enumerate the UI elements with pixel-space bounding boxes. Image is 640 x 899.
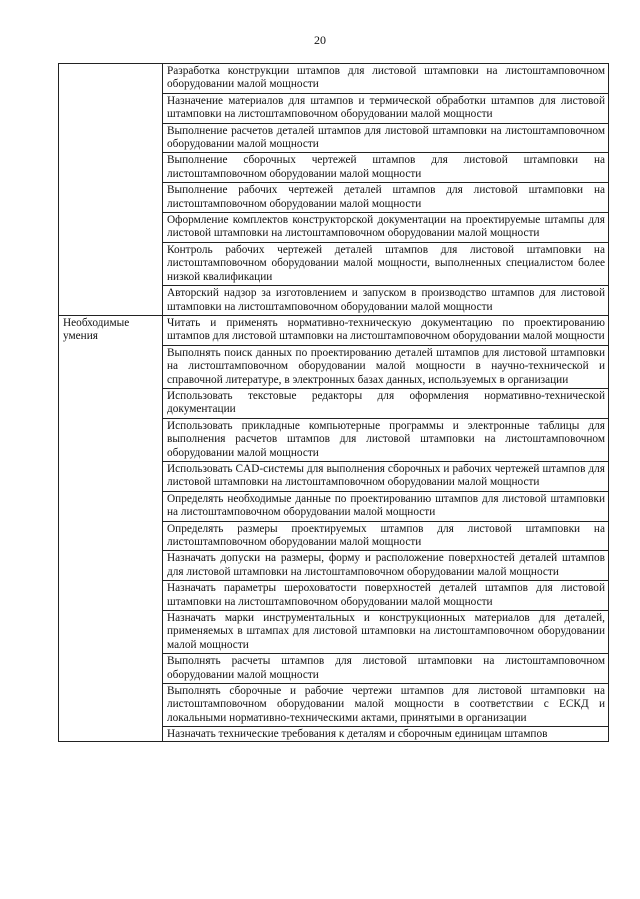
- table-cell: Использовать прикладные компьютерные программы и электронные таблицы для выполнения расчетов штампов для листовой штамповки на листоштамповочном оборудовании малой мощности: [163, 418, 609, 461]
- table-cell: Разработка конструкции штампов для листовой штамповки на листоштамповочном оборудовании малой мощности: [163, 64, 609, 94]
- table-row: [59, 315, 609, 345]
- table-cell: Выполнение рабочих чертежей деталей штампов для листовой штамповки на листоштамповочном оборудовании малой мощности: [163, 183, 609, 213]
- table-cell: Назначать допуски на размеры, форму и расположение поверхностей деталей штампов для листовой штамповки на листоштамповочном оборудовании малой мощности: [163, 551, 609, 581]
- cell-text: Назначать технические требования к деталям и сборочным единицам штампов: [167, 728, 548, 741]
- table-cell: [163, 727, 609, 742]
- requirements-table: [58, 63, 609, 742]
- table-cell: Выполнять сборочные и рабочие чертежи штампов для листовой штамповки на листоштамповочном оборудовании малой мощности в соответствии с ЕСКД и локальными нормативно-техническими актами, принятыми в организации: [163, 684, 609, 727]
- section-label-required-skills: Необходимые умения: [59, 315, 163, 741]
- table-cell: Контроль рабочих чертежей деталей штампов для листовой штамповки на листоштамповочном оборудовании малой мощности, выполненных специалистом более низкой квалификации: [163, 242, 609, 285]
- table-cell: Определять размеры проектируемых штампов для листовой штамповки на листоштамповочном оборудовании малой мощности: [163, 521, 609, 551]
- table-cell: Назначать параметры шероховатости поверхностей деталей штампов для листовой штамповки на листоштамповочном оборудовании малой мощности: [163, 581, 609, 611]
- table-cell: Определять необходимые данные по проектированию штампов для листовой штамповки на листоштамповочном оборудовании малой мощности: [163, 491, 609, 521]
- table-cell: Назначать марки инструментальных и конструкционных материалов для деталей, применяемых в штампах для листовой штамповки на листоштамповочном оборудовании малой мощности: [163, 611, 609, 654]
- page-number: 20: [314, 33, 326, 47]
- table-cell: Выполнять поиск данных по проектированию деталей штампов для листовой штамповки на листоштамповочном оборудовании малой мощности в научно-технической и справочной литературе, в электронных базах данных, используемых в организации: [163, 345, 609, 388]
- table-cell: Использовать CAD-системы для выполнения сборочных и рабочих чертежей штампов для листовой штамповки на листоштамповочном оборудовании малой мощности: [163, 461, 609, 491]
- table-cell: Читать и применять нормативно-техническую документацию по проектированию штампов для листовой штамповки на листоштамповочном оборудовании малой мощности: [163, 315, 609, 345]
- table-cell: Выполнять расчеты штампов для листовой штамповки на листоштамповочном оборудовании малой мощности: [163, 654, 609, 684]
- table-cell: Назначение материалов для штампов и термической обработки штампов для листовой штамповки на листоштамповочном оборудовании малой мощности: [163, 93, 609, 123]
- table-row: [59, 64, 609, 94]
- table-cell: Выполнение расчетов деталей штампов для листовой штамповки на листоштамповочном оборудовании малой мощности: [163, 123, 609, 153]
- table-cell: Использовать текстовые редакторы для оформления нормативно-технической документации: [163, 388, 609, 418]
- table-cell: Выполнение сборочных чертежей штампов для листовой штамповки на листоштамповочном оборудовании малой мощности: [163, 153, 609, 183]
- table-cell: Оформление комплектов конструкторской документации на проектируемые штампы для листовой штамповки на листоштамповочном оборудовании малой мощности: [163, 213, 609, 243]
- table-cell: Авторский надзор за изготовлением и запуском в производство штампов для листовой штамповки на листоштамповочном оборудовании малой мощности: [163, 286, 609, 316]
- section-label-labor-actions: [59, 64, 163, 316]
